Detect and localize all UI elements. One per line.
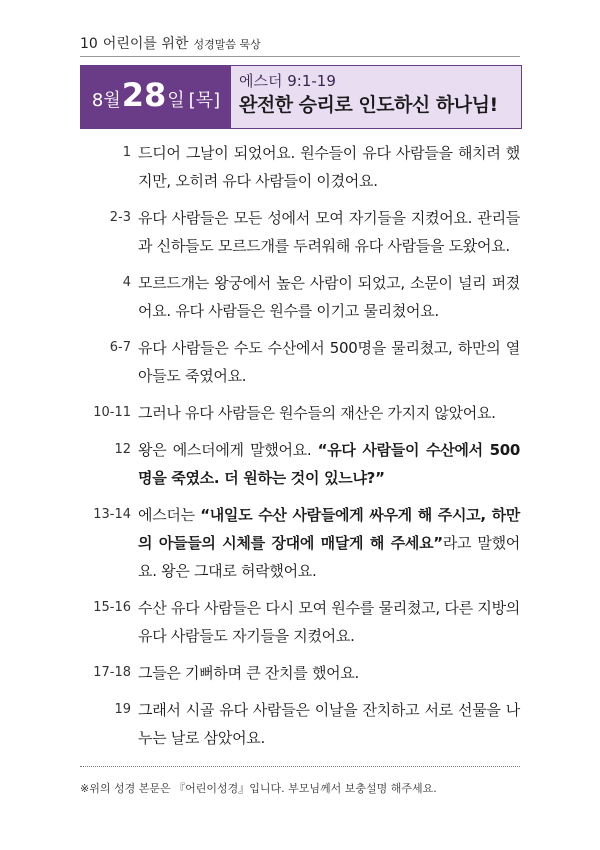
verse-text: 그들은 기뻐하며 큰 잔치를 했어요.	[138, 664, 360, 682]
verse-item	[80, 501, 520, 585]
verse-text: 모르드개는 왕궁에서 높은 사람이 되었고, 소문이 널리 퍼졌어요. 유다 사람들은 원수를 이기고 물리쳤어요.	[138, 274, 520, 320]
verse-number: 13-14	[93, 507, 131, 522]
verse-number: 15-16	[93, 600, 131, 615]
date-month: 8	[91, 90, 104, 111]
verse-item	[80, 696, 520, 752]
verse-text	[138, 436, 520, 492]
verse-text	[138, 501, 520, 585]
date-weekday: [목]	[188, 90, 221, 111]
verse-text: 수산 유다 사람들은 다시 모여 원수를 물리쳤고, 다른 지방의 유다 사람들도 자기들을 지켰어요.	[138, 599, 520, 645]
verse-quote: “유다 사람들이 수산에서 500명을 죽였소. 더 원하는 것이 있느냐?”	[138, 441, 521, 487]
verse-text-plain: 에스더는	[138, 506, 201, 524]
verse-item	[80, 659, 520, 687]
verse-number: 2-3	[109, 210, 131, 225]
devotion-headline: 완전한 승리로 인도하신 하나님!	[239, 94, 498, 116]
verse-text: 그래서 시골 유다 사람들은 이날을 잔치하고 서로 선물을 나누는 날로 삼았어요.	[138, 701, 520, 747]
verse-text: 드디어 그날이 되었어요. 원수들이 유다 사람들을 해치려 했지만, 오히려 유다 사람들이 이겼어요.	[138, 144, 520, 190]
verse-number: 19	[114, 702, 131, 717]
verse-item	[80, 399, 520, 427]
verse-number: 6-7	[109, 340, 131, 355]
book-title: 어린이를 위한	[102, 36, 189, 52]
verse-number: 10-11	[93, 405, 131, 420]
verse-list	[80, 139, 520, 761]
verse-item	[80, 204, 520, 260]
verse-text-plain: 왕은 에스더에게 말했어요.	[138, 441, 318, 459]
footnote: ※위의 성경 본문은 『어린이성경』입니다. 부모님께서 보충설명 해주세요.	[80, 782, 437, 795]
footnote-rule	[80, 766, 520, 767]
scripture-reference: 에스더 9:1-19	[239, 72, 336, 90]
verse-text: 그러나 유다 사람들은 원수들의 재산은 가지지 않았어요.	[138, 404, 496, 422]
date-box	[81, 66, 231, 128]
verse-item	[80, 436, 520, 492]
verse-text: 유다 사람들은 모든 성에서 모여 자기들을 지켰어요. 관리들과 신하들도 모르드개를 두려워해 유다 사람들을 도왔어요.	[138, 209, 520, 255]
title-box	[231, 66, 521, 128]
verse-quote: “내일도 수산 사람들에게 싸우게 해 주시고, 하만의 아들들의 시체를 장대에 매달게 해 주세요”	[138, 506, 520, 552]
page-number: 10	[80, 36, 98, 52]
running-header	[80, 33, 261, 53]
header-rule	[80, 56, 520, 57]
verse-text: 유다 사람들은 수도 수산에서 500명을 물리쳤고, 하만의 열 아들도 죽였어요.	[138, 339, 520, 385]
verse-text-plain: 라고 말했어요. 왕은 그대로 허락했어요.	[138, 534, 521, 580]
date-day-unit: 일	[167, 90, 185, 111]
verse-item	[80, 594, 520, 650]
verse-number: 4	[122, 275, 131, 290]
devotion-banner	[80, 65, 522, 129]
verse-number: 1	[122, 145, 131, 160]
verse-item	[80, 334, 520, 390]
book-subtitle: 성경말씀 묵상	[193, 38, 261, 51]
verse-item	[80, 139, 520, 195]
verse-item	[80, 269, 520, 325]
verse-number: 17-18	[93, 665, 131, 680]
verse-number: 12	[114, 442, 131, 457]
date-day: 28	[121, 76, 167, 114]
date-month-unit: 월	[103, 90, 121, 111]
